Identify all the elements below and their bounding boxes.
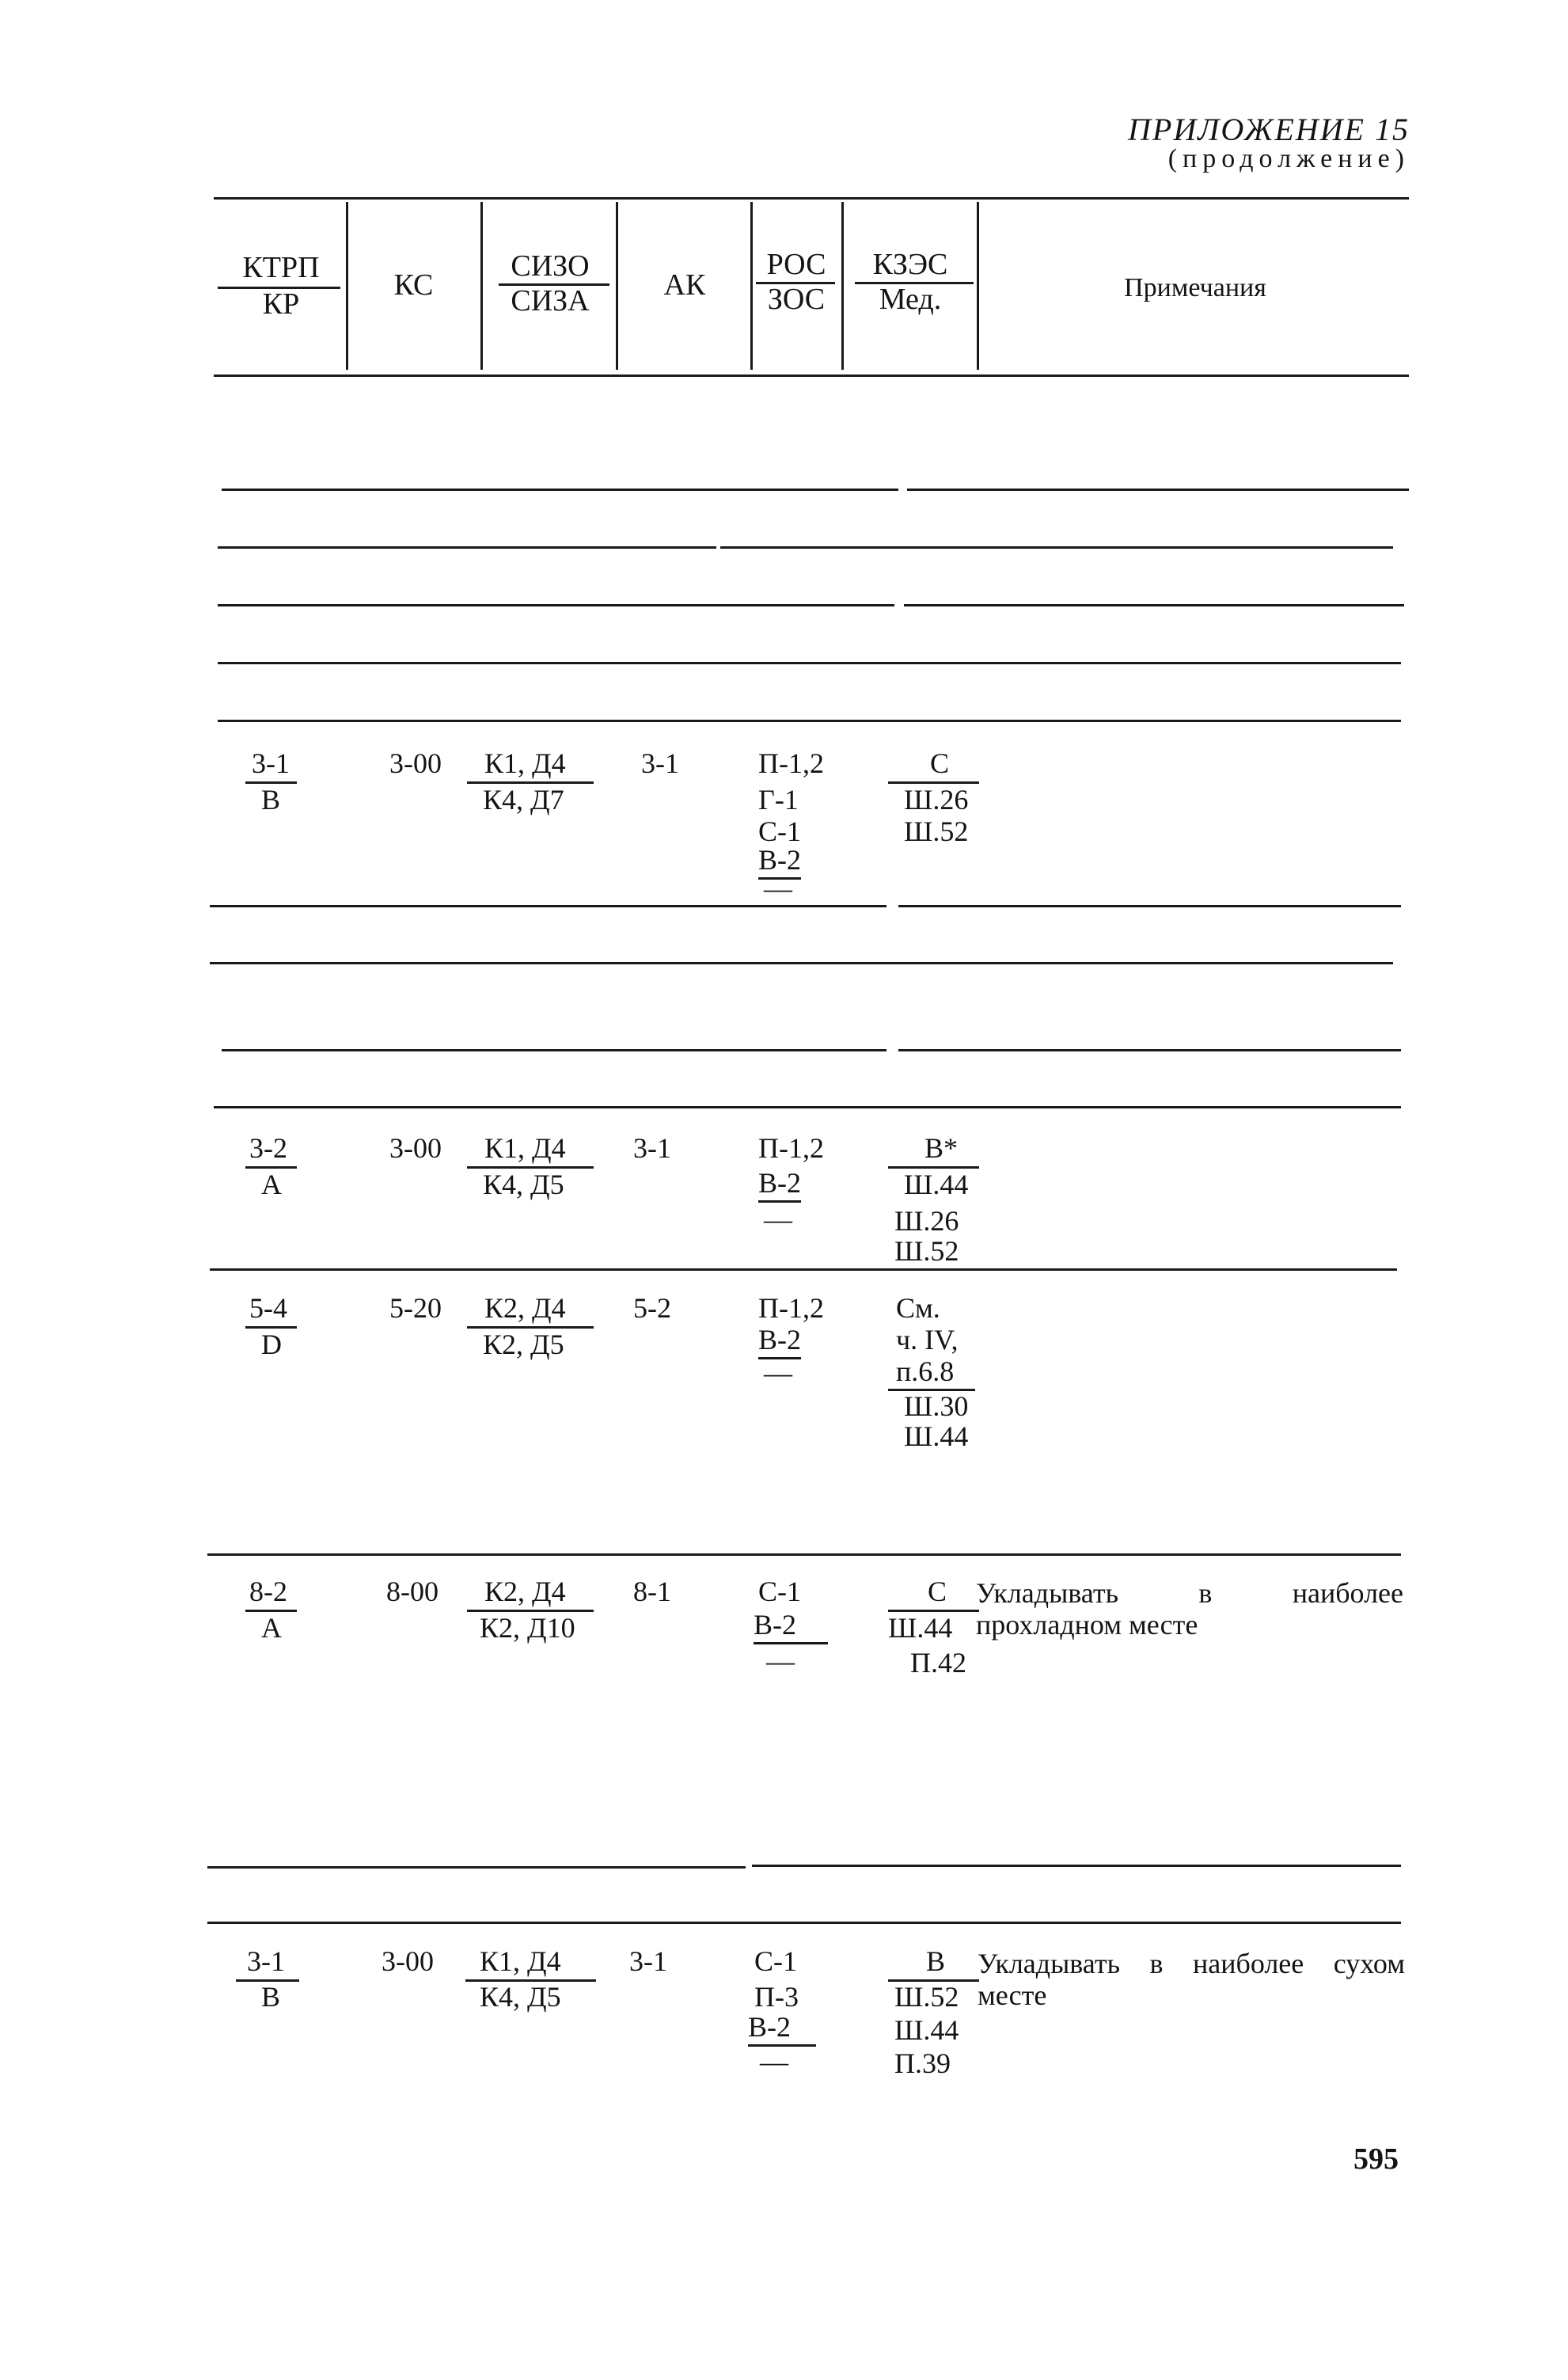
- med-value: Ш.26: [904, 784, 969, 816]
- column-divider: [480, 202, 483, 370]
- siza-value: К4, Д5: [480, 1981, 561, 2013]
- column-header-zos: [754, 282, 839, 317]
- kzes-value: п.6.8: [896, 1355, 955, 1387]
- med-value: Ш.52: [894, 1981, 959, 2013]
- kr-label: КР: [262, 287, 300, 321]
- med-value: Ш.44: [904, 1420, 969, 1452]
- med-label: Мед.: [879, 283, 942, 316]
- siza-label: СИЗА: [511, 284, 590, 317]
- ros-value: С-1: [758, 1576, 801, 1607]
- section-rule: [898, 1049, 1401, 1051]
- row-separator: [210, 1268, 1397, 1271]
- ks-label: КС: [393, 268, 434, 302]
- sizo-value: К1, Д4: [480, 1945, 561, 1977]
- ks-value: 5-20: [389, 1292, 442, 1324]
- column-divider: [750, 202, 753, 370]
- med-value: Ш.26: [894, 1205, 959, 1237]
- zos-value: —: [766, 1645, 795, 1677]
- column-header-kr: [222, 287, 340, 321]
- sizo-value: К1, Д4: [484, 1132, 566, 1164]
- ks-value: 3-00: [389, 747, 442, 779]
- column-header-kzes: [847, 247, 974, 282]
- kr-value: В: [261, 1981, 281, 2013]
- ktrp-value: 3-1: [247, 1945, 285, 1977]
- kzes-label: КЗЭС: [872, 248, 948, 281]
- med-value: П.42: [910, 1647, 966, 1679]
- ros-value: П-3: [754, 1981, 799, 2013]
- zos-value: —: [764, 1203, 792, 1235]
- header-bottom-rule: [214, 374, 1409, 377]
- row-separator: [207, 1553, 1401, 1556]
- ros-value: В-2: [758, 842, 801, 880]
- ks-value: 3-00: [389, 1132, 442, 1164]
- column-divider: [977, 202, 979, 370]
- section-rule: [218, 546, 716, 549]
- sizo-value: К1, Д4: [484, 747, 566, 779]
- ak-value: 3-1: [629, 1945, 667, 1977]
- ak-value: 3-1: [633, 1132, 671, 1164]
- ak-value: 5-2: [633, 1292, 671, 1324]
- kzes-value: С: [928, 1576, 947, 1607]
- row-note: Укладывать в наиболее прохладном месте: [976, 1577, 1403, 1641]
- ros-value: Г-1: [758, 784, 799, 816]
- med-value: Ш.44: [894, 2014, 959, 2046]
- appendix-title: ПРИЛОЖЕНИЕ 15: [1128, 112, 1410, 147]
- column-divider: [841, 202, 844, 370]
- zos-value: —: [764, 873, 792, 904]
- section-rule: [752, 1865, 1401, 1867]
- page-number: 595: [1353, 2142, 1399, 2176]
- siza-value: К2, Д10: [480, 1612, 575, 1644]
- column-header-siza: [487, 283, 613, 318]
- column-header-notes: [989, 271, 1401, 306]
- ktrp-value: 8-2: [249, 1576, 287, 1607]
- kr-value: D: [261, 1329, 282, 1360]
- med-value: П.39: [894, 2047, 951, 2079]
- ak-value: 3-1: [641, 747, 679, 779]
- ktrp-value: 5-4: [249, 1292, 287, 1324]
- kzes-value: В: [926, 1945, 946, 1977]
- section-rule: [210, 905, 887, 907]
- ros-value: С-1: [754, 1945, 797, 1977]
- kzes-value: ч. IV,: [896, 1324, 959, 1355]
- section-rule: [207, 1866, 746, 1869]
- ks-value: 3-00: [382, 1945, 434, 1977]
- column-divider: [346, 202, 348, 370]
- column-header-ktrp: [222, 250, 340, 285]
- ktrp-value: 3-1: [252, 747, 290, 779]
- section-rule: [207, 1922, 1401, 1924]
- kr-value: А: [261, 1612, 282, 1644]
- section-rule: [222, 1049, 887, 1051]
- notes-label: Примечания: [1124, 273, 1266, 302]
- ros-label: РОС: [766, 248, 826, 281]
- zos-label: ЗОС: [767, 283, 826, 316]
- ros-value: П-1,2: [758, 747, 824, 779]
- ak-value: 8-1: [633, 1576, 671, 1607]
- column-divider: [616, 202, 618, 370]
- ros-value: В-2: [758, 1322, 801, 1359]
- section-rule: [720, 546, 1393, 549]
- section-rule: [907, 489, 1409, 491]
- section-rule: [218, 662, 1401, 664]
- ros-value: В-2: [758, 1165, 801, 1203]
- ktrp-value: 3-2: [249, 1132, 287, 1164]
- column-header-ks: [352, 268, 475, 302]
- ros-value: П-1,2: [758, 1132, 824, 1164]
- section-rule: [222, 489, 898, 491]
- column-header-ros: [754, 247, 839, 282]
- kzes-value: В*: [924, 1132, 959, 1164]
- zos-value: —: [760, 2046, 788, 2078]
- sizo-value: К2, Д4: [484, 1576, 566, 1607]
- ros-value: В-2: [748, 2009, 816, 2047]
- siza-value: К4, Д7: [483, 784, 564, 816]
- section-rule: [210, 962, 1393, 964]
- kzes-value: См.: [896, 1292, 940, 1324]
- ktrp-label: КТРП: [242, 251, 320, 284]
- med-value: Ш.52: [894, 1235, 959, 1267]
- section-rule: [218, 720, 1401, 722]
- med-value: Ш.52: [904, 816, 969, 847]
- ks-value: 8-00: [386, 1576, 439, 1607]
- column-header-ak: [621, 268, 748, 302]
- med-value: Ш.44: [888, 1612, 953, 1644]
- kr-value: В: [261, 784, 281, 816]
- kr-value: А: [261, 1169, 282, 1200]
- table-top-rule: [214, 197, 1409, 200]
- ros-value: П-1,2: [758, 1292, 824, 1324]
- kzes-value: С: [930, 747, 950, 779]
- column-header-med: [847, 282, 974, 317]
- sizo-label: СИЗО: [511, 249, 590, 283]
- ros-value: С-1: [758, 816, 801, 847]
- med-value: Ш.44: [904, 1169, 969, 1200]
- appendix-subtitle: (продолжение): [1167, 144, 1410, 173]
- zos-value: —: [764, 1357, 792, 1389]
- siza-value: К4, Д5: [483, 1169, 564, 1200]
- row-note: Укладывать в наиболее сухом месте: [978, 1948, 1405, 2011]
- ak-label: АК: [663, 268, 706, 302]
- med-value: Ш.30: [904, 1390, 969, 1422]
- siza-value: К2, Д5: [483, 1329, 564, 1360]
- ros-value: В-2: [754, 1607, 828, 1644]
- column-header-sizo: [487, 249, 613, 283]
- sizo-value: К2, Д4: [484, 1292, 566, 1324]
- section-rule: [898, 905, 1401, 907]
- section-rule: [904, 604, 1404, 606]
- section-rule: [214, 1106, 1401, 1108]
- section-rule: [218, 604, 894, 606]
